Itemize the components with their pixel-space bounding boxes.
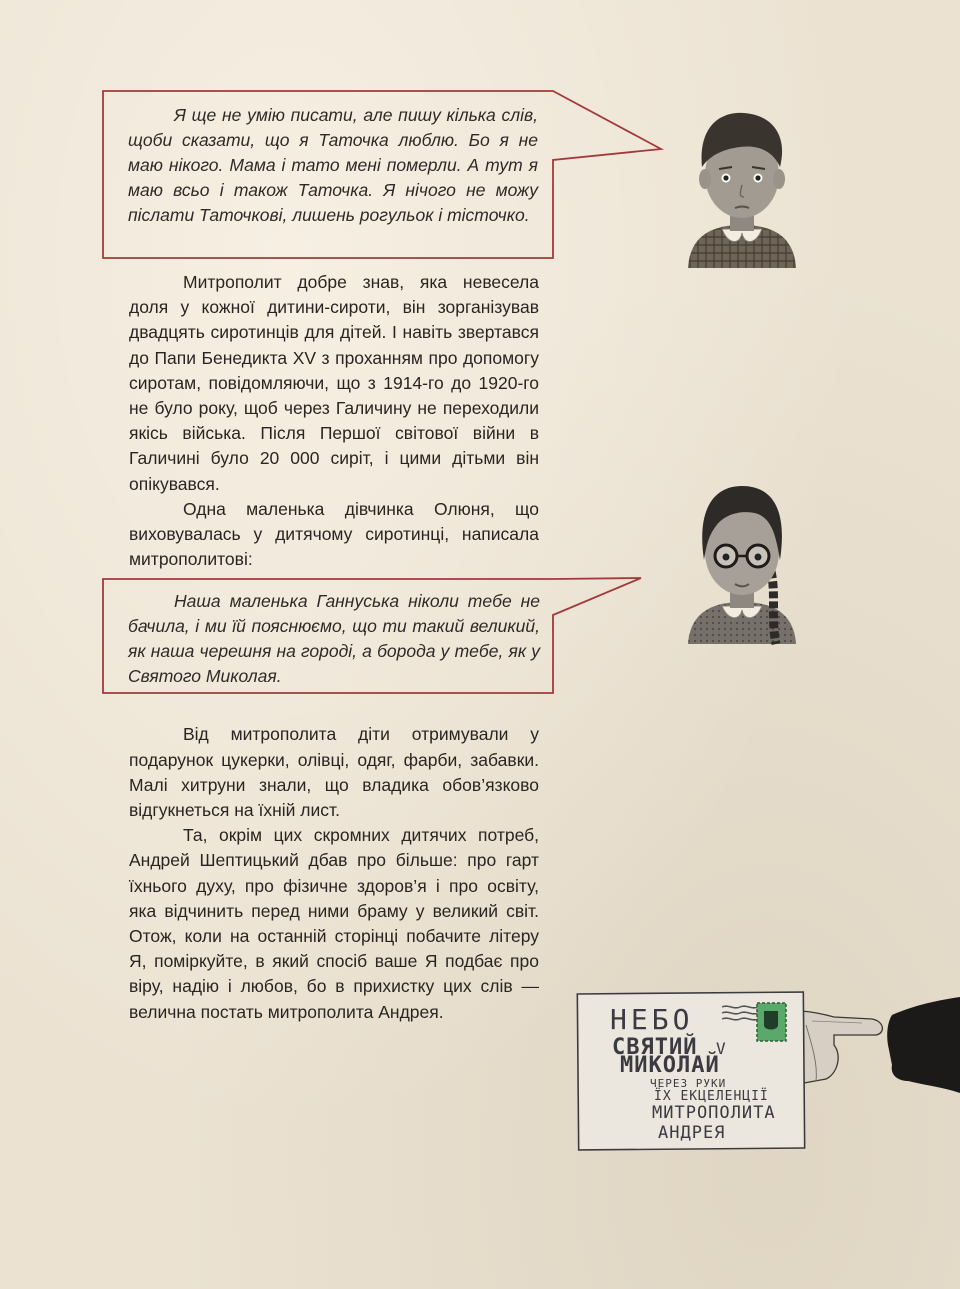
envelope-line-4: ЧЕРЕЗ РУКИ xyxy=(650,1077,727,1090)
envelope-line-6: МИТРОПОЛИТА xyxy=(652,1103,776,1123)
quote-1-text: Я ще не умію писати, але пишу кілька слів, щоби сказати, що я Таточка люблю. Бо я не маю нікого. Мама і тато мені померли. А тут я маю всьо і також Таточка. Я нічого не можу післати Таточкові, лишень рогульок і тісточко. xyxy=(128,105,538,225)
envelope-line-3: МИКОЛАЙ xyxy=(620,1053,720,1078)
envelope-line-5: ЇХ ЕКЦЕЛЕНЦІЇ xyxy=(654,1089,769,1104)
quote-2 xyxy=(128,589,540,689)
boy-portrait-icon xyxy=(686,105,798,270)
envelope-line-1: НЕБО xyxy=(610,1003,694,1036)
paragraph-2: Одна маленька дівчинка Олюня, що виховувалась у дитячому сиротинці, написала митрополитові: xyxy=(129,498,539,570)
paragraph-4: Та, окрім цих скромних дитячих потреб, Андрей Шептицький дбав про більше: про гарт їхнього духу, про фізичне здоров’я і про освіту, яка відчинить перед ними браму у великий світ. Отож, коли на останній сторінці побачите літеру Я, поміркуйте, в який спосіб ваше Я подбає про віру, надію і любов, бо в прихистку цих слів — велична постать митрополита Андрея. xyxy=(129,825,539,1022)
envelope-line-7: АНДРЕЯ xyxy=(658,1123,726,1143)
envelope-line-2-mark: V xyxy=(716,1039,727,1058)
envelope-line-2: СВЯТИЙ xyxy=(612,1035,698,1060)
paragraph-1: Митрополит добре знав, яка невесела доля у кожної дитини-сироти, він зорганізував двадцять сиротинців для дітей. І навіть звертався до Папи Бенедикта XV з проханням про допомогу сиротам, повідомляючи, що з 1914-го до 1920-го не було року, щоб через Галичину не переходили якісь війська. Після Першої світової війни в Галичині було 20 000 сиріт, і цими дітьми він опікувався. xyxy=(129,272,539,494)
quote-2-text: Наша маленька Ганнуська ніколи тебе не бачила, і ми їй пояснюємо, що ти такий великий, як наша черешня на городі, а борода у тебе, як у Святого Миколая. xyxy=(128,591,540,686)
girl-with-glasses-portrait-icon xyxy=(686,476,798,646)
paragraph-3: Від митрополита діти отримували у подарунок цукерки, олівці, одяг, фарби, забавки. Малі хитруни знали, що владика обов’язково відгукнеться на їхній лист. xyxy=(129,724,539,821)
envelope-in-hand-icon xyxy=(572,985,960,1155)
quote-1 xyxy=(128,103,538,228)
